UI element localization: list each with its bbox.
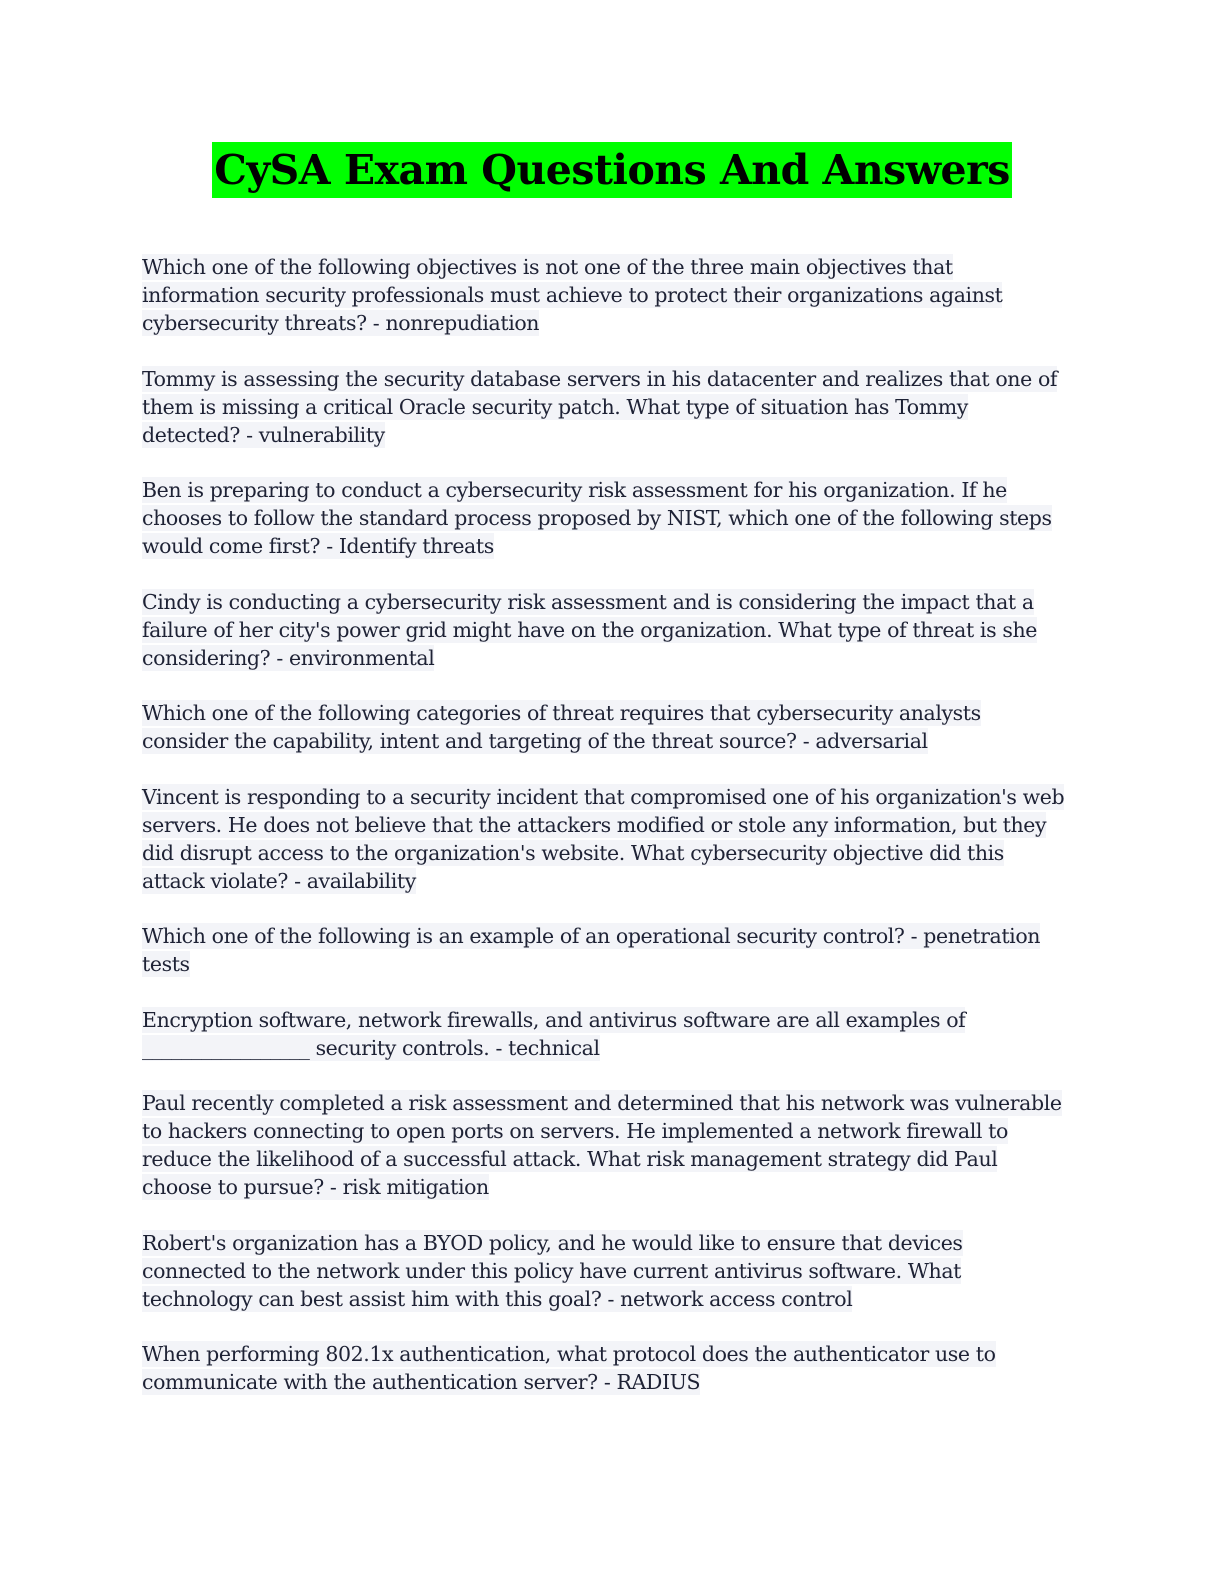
qa-item (142, 1006, 1072, 1062)
qa-item (142, 365, 1072, 449)
qa-list (142, 253, 1072, 1424)
qa-item (142, 1229, 1072, 1313)
qa-text: Cindy is conducting a cybersecurity risk assessment and is considering the impact that a failure of her city's power grid might have on the organization. What type of threat is she considering? - environmental (142, 589, 1037, 670)
title-container (0, 142, 1224, 198)
qa-item (142, 1340, 1072, 1396)
qa-item (142, 253, 1072, 337)
qa-item (142, 588, 1072, 672)
qa-item (142, 699, 1072, 755)
qa-text: Robert's organization has a BYOD policy, and he would like to ensure that devices connected to the network under this policy have current antivirus software. What technology can best assist him with this goal? - network access control (142, 1230, 963, 1311)
qa-text: Paul recently completed a risk assessment and determined that his network was vulnerable to hackers connecting to open ports on servers. He implemented a network firewall to reduce the likelihood of a successful attack. What risk management strategy did Paul choose to pursue? - risk mitigation (142, 1091, 1062, 1199)
qa-item (142, 1089, 1072, 1201)
qa-text: Encryption software, network firewalls, and antivirus software are all examples of _________________ security controls. - technical (142, 1007, 966, 1060)
qa-text: Which one of the following categories of threat requires that cybersecurity analysts consider the capability, intent and targeting of the threat source? - adversarial (142, 701, 981, 753)
qa-item (142, 783, 1072, 895)
qa-text: Which one of the following objectives is not one of the three main objectives that information security professionals must achieve to protect their organizations against cybersecurity threats? - nonrepudiation (142, 255, 1003, 335)
qa-text: Ben is preparing to conduct a cybersecurity risk assessment for his organization. If he chooses to follow the standard process proposed by NIST, which one of the following steps would come first? - Identify threats (142, 478, 1052, 558)
qa-text: Which one of the following is an example of an operational security control? - penetration tests (142, 924, 1041, 976)
document-title: CySA Exam Questions And Answers (212, 142, 1012, 198)
qa-item (142, 476, 1072, 560)
qa-item (142, 922, 1072, 978)
qa-text: When performing 802.1x authentication, what protocol does the authenticator use to communicate with the authentication server? - RADIUS (142, 1342, 996, 1394)
qa-text: Tommy is assessing the security database servers in his datacenter and realizes that one of them is missing a critical Oracle security patch. What type of situation has Tommy detected? - vulnerability (142, 366, 1058, 447)
qa-text: Vincent is responding to a security incident that compromised one of his organization's web servers. He does not believe that the attackers modified or stole any information, but they did disrupt access to the organization's website. What cybersecurity objective did this attack violate? - availability (142, 784, 1065, 893)
